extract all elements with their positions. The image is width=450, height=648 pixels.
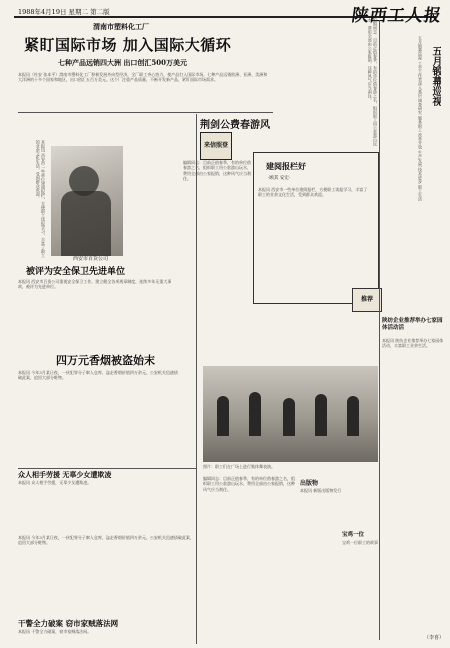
- right-column-body: 五月锻幕巡视 工会工作者深入基层 调查研究 服务职工 改革开放 生产发展 技术进步 职工生活: [418, 36, 423, 201]
- lead-kicker: 渭南市塑料化工厂: [93, 22, 149, 31]
- cigarette-title: 四万元香烟被盗始末: [56, 354, 155, 367]
- bottom-left-mid-text: 本报讯 今年3月某日夜，一伙犯罪分子窜入仓库，盗走香烟价值四万余元。公安机关迅速侦破此案，追回大部分赃物。: [18, 535, 194, 546]
- rule-h2: [18, 468, 196, 469]
- lead-subtitle: 七种产品远销四大洲 出口创汇500万美元: [58, 58, 188, 67]
- group-photo: [203, 366, 378, 462]
- cigarette-body: 本报讯 今年3月某日夜，一伙犯罪分子窜入仓库，盗走香烟价值四万余元。公安机关迅速侦破此案，追回大部分赃物。: [18, 370, 178, 381]
- bottom-left-title: 干警全力破案 窃市家贼落法网: [18, 619, 119, 628]
- sub-feature: [342, 530, 382, 640]
- sub-feature-body: 宝鸡一位职工的故事: [342, 540, 378, 545]
- lead-article: [18, 20, 271, 112]
- left-vertical-strip: 本报讯 西安市一些单位建阅报栏，方便职工读报学习，丰富了职工的业余文化生活，受到群众欢迎。: [35, 140, 46, 258]
- photo-caption: 照片：职工们在广场上进行集体舞表演。: [203, 464, 275, 469]
- masthead-text: 陕西工人报: [350, 6, 444, 26]
- date-line: 1988年4月19日 星期二 第二版: [18, 8, 110, 16]
- bottom-right-article: [382, 318, 444, 643]
- lead-title: 紧盯国际市场 加入国际大循环: [24, 36, 232, 54]
- bottom-left-article: [18, 618, 196, 642]
- notice-box: [253, 152, 379, 304]
- middle-body: 编辑同志：目前正值春季，有的单位借春游之名，组织职工用公款游山玩水，费用全部由公家报销，这种风气应当刹住。: [183, 160, 251, 182]
- right-column: [383, 36, 443, 306]
- lead-body: 本报讯（杜安 张本平）渭南市塑料化工厂积极发展外向型经济，全厂职工齐心协力，使产品打入国际市场，七种产品远销欧洲、亚洲、美洲和大洋洲的十多个国家和地区，出口创汇五百万美元。这个厂注重产品质量，不断开发新产品，紧盯国际市场需求。: [18, 72, 268, 83]
- bottom-right-body: 本报讯 陕纺企业推荐举办七家园体活动，丰富职工业余生活。: [382, 338, 444, 349]
- rule-v2: [379, 20, 380, 640]
- right-column-title: 五月锻幕巡视: [430, 46, 441, 106]
- flood-title: 众人相手劳援 无辜少女遭欺凌: [18, 470, 112, 479]
- small-notice-body: 本报讯 新版出版物发行: [300, 488, 342, 493]
- notice-body: 本报讯 西安市一些单位建阅报栏，方便职工读报学习，丰富了职工的业余文化生活，受到群众欢迎。: [258, 187, 368, 198]
- notice-title: 建阅报栏好: [266, 161, 306, 171]
- small-notice: [300, 478, 360, 528]
- safety-subhead: 西安市百货公司: [73, 256, 109, 262]
- cigarette-article: [18, 352, 183, 462]
- rule-v1: [196, 114, 197, 644]
- bottom-right-title: 陕纺企业推荐举办七家园体活动活: [382, 318, 443, 331]
- kite-sign-text: 来信照登: [203, 142, 228, 149]
- mid-top-text: 编辑同志：目前正值春季，有的单位借春游之名，组织职工用公款游山玩水，费用全部由公家报销，这种风气应当刹住。: [367, 18, 378, 146]
- bottom-right-footer: （李喜）: [423, 635, 444, 641]
- bottom-left-body: 本报讯 干警全力破案，窃市家贼落法网。: [18, 629, 92, 634]
- portrait-photo: [51, 146, 123, 256]
- kite-sign: [200, 132, 232, 160]
- sub-feature-title: 宝鸡一位: [342, 532, 365, 538]
- recommend-box: [352, 288, 382, 312]
- flood-article: [18, 470, 196, 532]
- safety-title: 被评为安全保卫先进单位: [26, 267, 126, 277]
- kite-title: 荆剑公费春游风: [200, 120, 270, 131]
- safety-body: 本报讯 西安市百货公司重视安全保卫工作，建立健全各项规章制度，连续多年无重大事故，被评为先进单位。: [18, 279, 172, 290]
- small-notice-title: 出版物: [300, 480, 319, 487]
- rule-h1: [18, 112, 273, 113]
- flood-body: 本报讯 众人相手劳援，无辜少女遭欺凌。: [18, 480, 92, 485]
- lower-middle-body: 编辑同志：目前正值春季，有的单位借春游之名，组织职工用公款游山玩水，费用全部由公家报销，这种风气应当刹住。: [203, 476, 295, 492]
- recommend-label: 推荐: [360, 296, 373, 303]
- safety-article: [18, 255, 183, 355]
- notice-author: ·顾其 安宏·: [268, 176, 291, 181]
